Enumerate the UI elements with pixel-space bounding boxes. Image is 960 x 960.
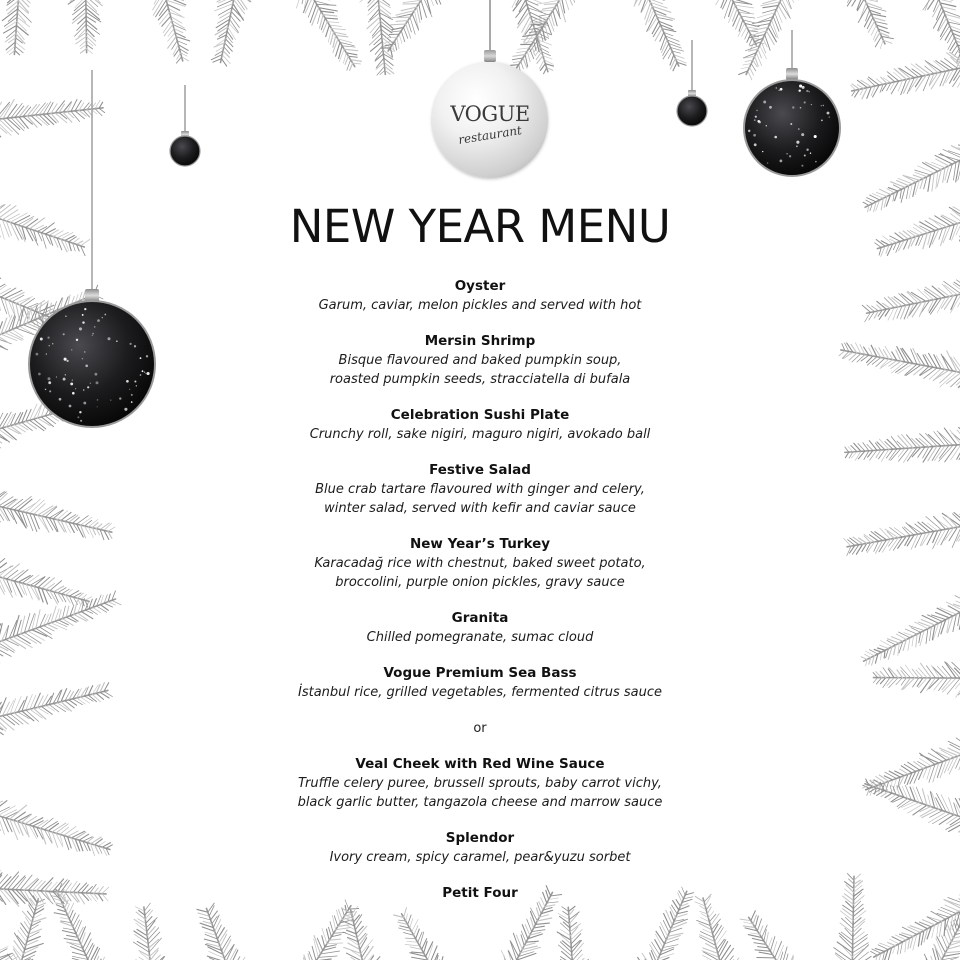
logo-cap <box>484 50 496 62</box>
menu <box>230 195 730 920</box>
item-description: Blue crab tartare flavoured with ginger and celery, winter salad, served with kefir and caviar sauce <box>315 482 645 516</box>
ornament-large-right <box>744 68 840 176</box>
item-description: Bisque flavoured and baked pumpkin soup, roasted pumpkin seeds, stracciatella di bufala <box>329 353 631 387</box>
ornament-small-right <box>677 90 707 126</box>
item-name: Vogue Premium Sea Bass <box>383 665 577 681</box>
ornament-large-left <box>29 289 155 427</box>
item-description: İstanbul rice, grilled vegetables, fermented citrus sauce <box>298 685 662 700</box>
item-name: Granita <box>451 610 509 626</box>
item-description: Truffle celery puree, brussell sprouts, baby carrot vichy, black garlic butter, tangazola cheese and marrow sauce <box>297 776 663 810</box>
menu-item <box>230 664 730 702</box>
menu-title: NEW YEAR MENU <box>289 200 671 253</box>
item-name: Petit Four <box>442 885 518 901</box>
menu-item <box>230 277 730 315</box>
logo-string <box>489 0 491 52</box>
item-description: Karacadağ rice with chestnut, baked sweet potato, broccolini, purple onion pickles, gravy sauce <box>314 556 646 590</box>
item-name: Festive Salad <box>429 462 531 478</box>
item-name: Mersin Shrimp <box>424 333 536 349</box>
item-name: Veal Cheek with Red Wine Sauce <box>355 756 605 772</box>
menu-item <box>230 332 730 389</box>
logo-ornament <box>432 62 548 178</box>
ornament-small-left <box>170 131 200 166</box>
menu-item <box>230 406 730 444</box>
item-name: Splendor <box>445 830 515 846</box>
logo-name: VOGUE <box>450 102 530 126</box>
menu-or-separator: or <box>473 721 487 736</box>
menu-item <box>230 609 730 647</box>
item-description: Crunchy roll, sake nigiri, maguro nigiri, avokado ball <box>309 427 651 442</box>
menu-item <box>230 535 730 592</box>
item-name: Oyster <box>454 278 506 294</box>
item-name: Celebration Sushi Plate <box>390 407 570 423</box>
item-name: New Year’s Turkey <box>409 536 551 552</box>
logo-subtitle: restaurant <box>457 123 523 147</box>
menu-item <box>230 461 730 518</box>
item-description: Garum, caviar, melon pickles and served with hot <box>318 298 642 313</box>
menu-item <box>230 829 730 867</box>
menu-item <box>230 884 730 903</box>
item-description: Ivory cream, spicy caramel, pear&yuzu sorbet <box>329 850 631 865</box>
menu-item <box>230 755 730 812</box>
item-description: Chilled pomegranate, sumac cloud <box>366 630 594 645</box>
